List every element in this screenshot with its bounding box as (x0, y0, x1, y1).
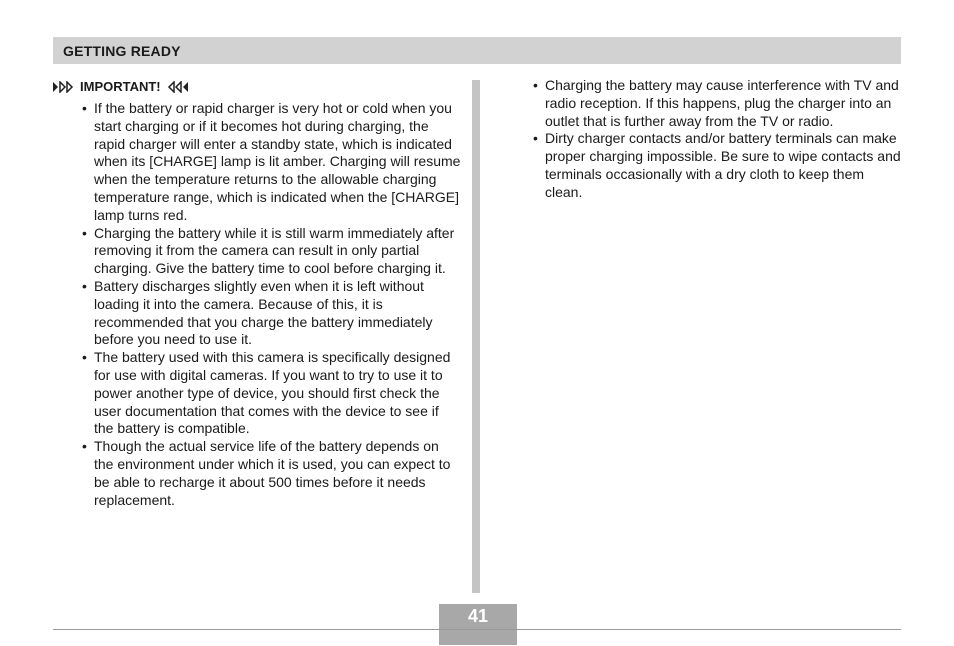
list-item: • Charging the battery may cause interference with TV and radio reception. If this happens, plug the charger into an outlet that is further away from the TV or radio. (533, 77, 899, 129)
column-divider (472, 80, 480, 593)
list-item: • If the battery or rapid charger is very hot or cold when you start charging or if it becomes hot during charging, the rapid charger will enter a standby state, which is indicated when its [CHARGE] lamp is lit amber. Charging will resume when the temperature returns to the allowable charging temperature range, which is indicated when the [CHARGE] lamp turns red. (82, 100, 461, 223)
important-label: IMPORTANT! (80, 79, 161, 94)
section-header-bar (53, 37, 901, 64)
list-item: • Though the actual service life of the battery depends on the environment under which it is used, you can expect to be able to recharge it about 500 times before it needs replacement. (82, 438, 451, 508)
triple-arrow-right-icon (52, 81, 74, 93)
list-item: • Charging the battery while it is still warm immediately after removing it from the camera can result in only partial charging. Give the battery time to cool before charging it. (82, 224, 455, 277)
left-column (82, 100, 462, 509)
section-title: GETTING READY (63, 43, 181, 59)
page-number: 41 (467, 606, 489, 626)
list-item: • Dirty charger contacts and/or battery terminals can make proper charging impossible. Be sure to wipe contacts and terminals occasionally with a dry cloth to keep them clean. (533, 130, 901, 200)
list-item: • Battery discharges slightly even when it is left without loading it into the camera. Because of this, it is recommended that you charge the battery immediately before you need to use it. (82, 277, 433, 348)
list-item: • The battery used with this camera is specifically designed for use with digital cameras. If you want to try to use it to power another type of device, you should first check the user documentation that comes with the device to see if the battery is compatible. (82, 349, 451, 437)
right-column (533, 77, 905, 202)
important-heading (52, 79, 189, 94)
additional-notes-list (533, 77, 905, 202)
important-notes-list (82, 100, 462, 509)
page-number-box (439, 604, 517, 645)
triple-arrow-left-icon (167, 81, 189, 93)
